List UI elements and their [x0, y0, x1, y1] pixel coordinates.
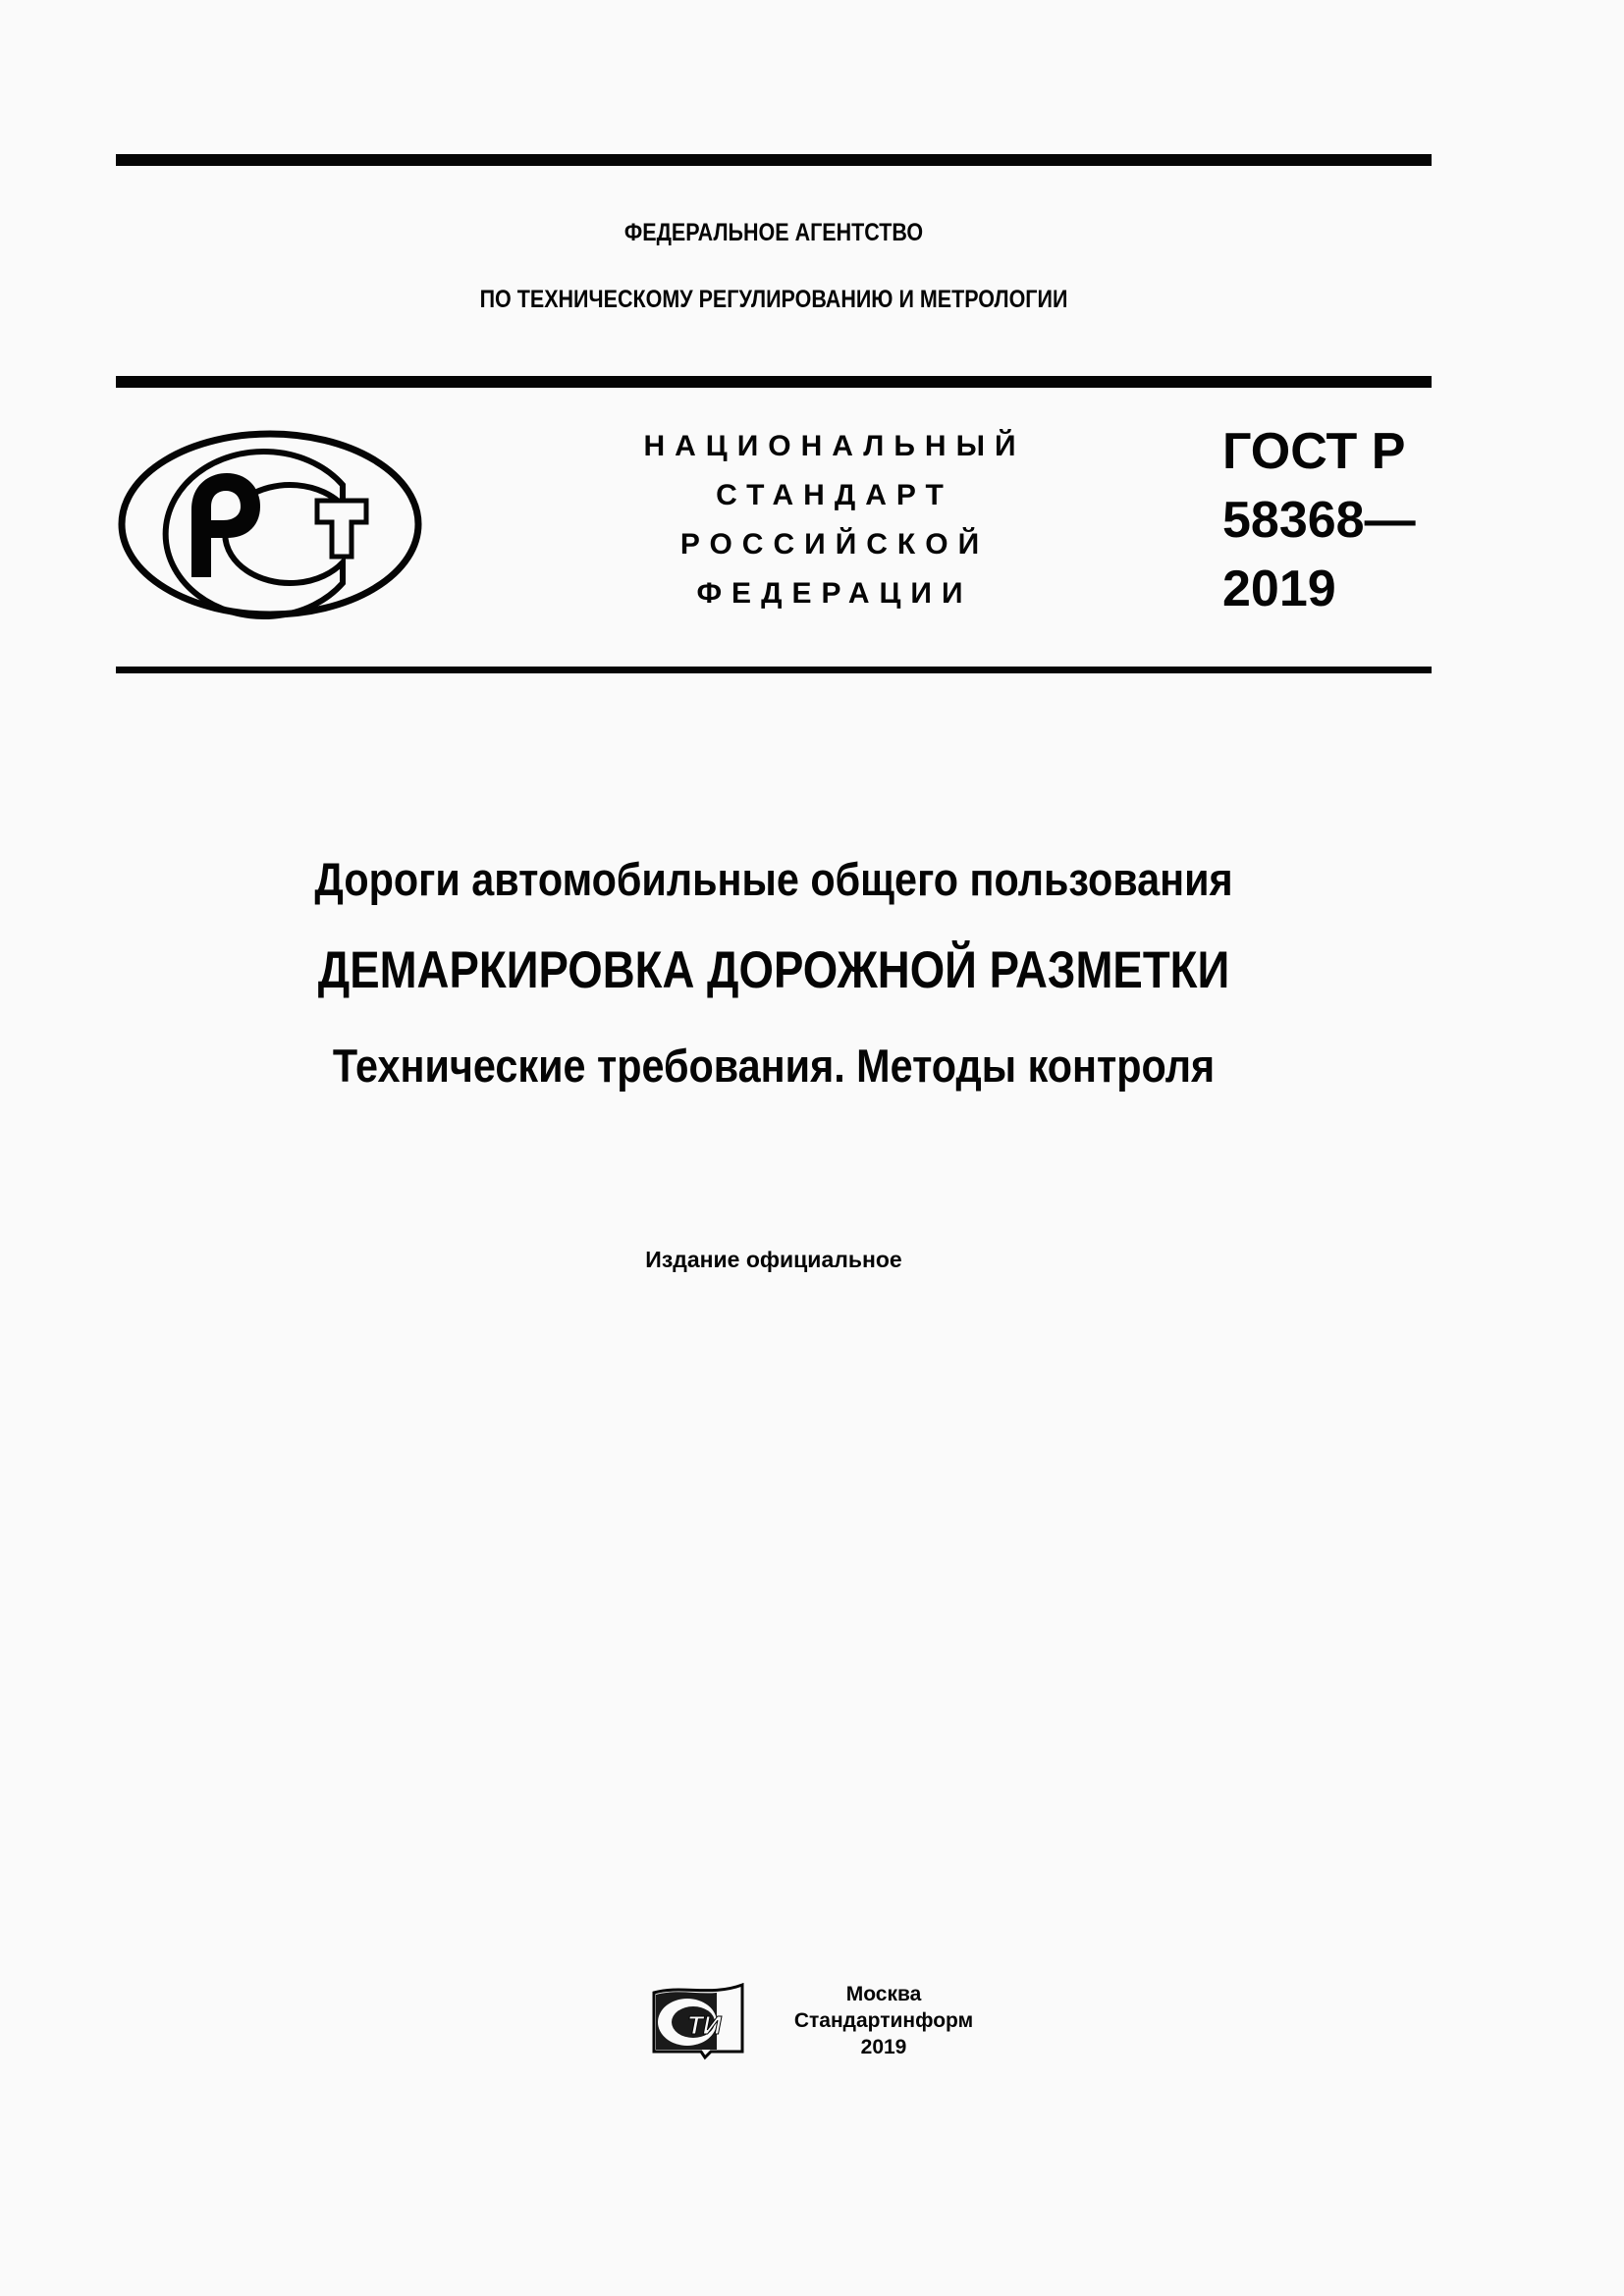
designation-line-2: 58368—	[1222, 492, 1416, 549]
standartinform-logo-icon	[652, 1983, 746, 2061]
imprint	[766, 1981, 1001, 2060]
national-standard-line: ФЕДЕРАЦИИ	[696, 577, 973, 610]
svg-text:ТИ: ТИ	[687, 2010, 722, 2040]
title-general: Дороги автомобильные общего пользования	[314, 853, 1233, 905]
designation-line-3: 2019	[1222, 561, 1336, 617]
imprint-year: 2019	[860, 2036, 907, 2058]
header-rule	[116, 376, 1432, 388]
agency-line-1: ФЕДЕРАЛЬНОЕ АГЕНТСТВО	[623, 219, 924, 246]
standard-designation	[1222, 417, 1416, 623]
national-standard-line: РОССИЙСКОЙ	[679, 528, 990, 561]
imprint-publisher: Стандартинформ	[793, 2009, 974, 2032]
rst-emblem-icon	[115, 426, 429, 622]
header-bottom-rule	[116, 667, 1432, 673]
top-rule	[116, 154, 1432, 166]
national-standard-label	[609, 422, 1060, 618]
title-sub: Технические требования. Методы контроля	[332, 1040, 1216, 1092]
edition-label: Издание официальное	[645, 1247, 902, 1272]
designation-line-1: ГОСТ Р	[1222, 423, 1406, 480]
title-main: ДЕМАРКИРОВКА ДОРОЖНОЙ РАЗМЕТКИ	[317, 941, 1230, 999]
national-standard-line: НАЦИОНАЛЬНЫЙ	[643, 430, 1026, 462]
imprint-city: Москва	[845, 1983, 922, 2005]
agency-line-2: ПО ТЕХНИЧЕСКОМУ РЕГУЛИРОВАНИЮ И МЕТРОЛОГИИ	[479, 286, 1068, 313]
national-standard-line: СТАНДАРТ	[716, 479, 953, 511]
